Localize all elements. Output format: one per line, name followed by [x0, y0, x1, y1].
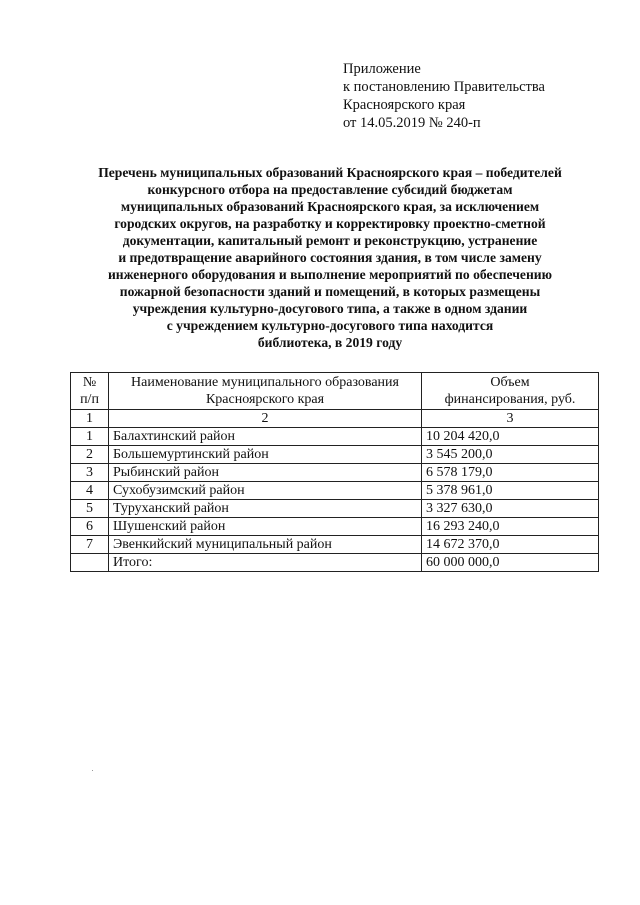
scan-speck [92, 770, 93, 771]
title-line: с учреждением культурно-досугового типа находится [166, 318, 494, 333]
row-num: 6 [71, 518, 109, 536]
header-num [71, 373, 109, 410]
row-name: Эвенкийский муниципальный район [109, 536, 422, 554]
column-number: 3 [422, 410, 599, 428]
header-name [109, 373, 422, 410]
header-name-line: Красноярского края [205, 392, 325, 407]
table-row [71, 536, 599, 554]
title-line: Перечень муниципальных образований Красноярского края – победителей [98, 165, 562, 180]
row-num: 5 [71, 500, 109, 518]
appendix-block [343, 60, 545, 132]
row-sum: 3 327 630,0 [422, 500, 599, 518]
title-line: учреждения культурно-досугового типа, а также в одном здании [132, 301, 528, 316]
document-title [60, 164, 600, 351]
title-line: библиотека, в 2019 году [257, 335, 403, 350]
row-sum: 5 378 961,0 [422, 482, 599, 500]
row-name: Большемуртинский район [109, 446, 422, 464]
title-line: городских округов, на разработку и корректировку проектно-сметной [114, 216, 546, 231]
title-line: и предотвращение аварийного состояния здания, в том числе замену [118, 250, 542, 265]
row-sum: 3 545 200,0 [422, 446, 599, 464]
column-number-row [71, 410, 599, 428]
row-num: 7 [71, 536, 109, 554]
title-line: инженерного оборудования и выполнение мероприятий по обеспечению [107, 267, 553, 282]
appendix-line: Красноярского края [343, 97, 466, 113]
row-num: 1 [71, 428, 109, 446]
header-sum-line: финансирования, руб. [444, 392, 576, 407]
column-number: 2 [109, 410, 422, 428]
header-sum-line: Объем [490, 375, 530, 390]
total-row [71, 554, 599, 572]
table-row [71, 446, 599, 464]
title-line: пожарной безопасности зданий и помещений, в которых размещены [119, 284, 541, 299]
row-name: Рыбинский район [109, 464, 422, 482]
header-name-line: Наименование муниципального образования [131, 375, 399, 390]
table-row [71, 518, 599, 536]
table-row [71, 500, 599, 518]
row-name: Туруханский район [109, 500, 422, 518]
row-name: Шушенский район [109, 518, 422, 536]
row-num: 2 [71, 446, 109, 464]
title-line: конкурсного отбора на предоставление субсидий бюджетам [147, 182, 513, 197]
row-num: 3 [71, 464, 109, 482]
total-sum: 60 000 000,0 [422, 554, 599, 572]
total-label: Итого: [109, 554, 422, 572]
title-line: муниципальных образований Красноярского края, за исключением [120, 199, 540, 214]
header-num-line: п/п [80, 392, 99, 407]
appendix-line: от 14.05.2019 № 240-п [343, 115, 481, 131]
appendix-line: к постановлению Правительства [343, 79, 545, 95]
row-sum: 10 204 420,0 [422, 428, 599, 446]
table-row [71, 464, 599, 482]
header-num-line: № [82, 375, 97, 390]
header-sum [422, 373, 599, 410]
municipalities-table [70, 372, 599, 572]
table-row [71, 482, 599, 500]
row-sum: 6 578 179,0 [422, 464, 599, 482]
table-header-row [71, 373, 599, 410]
row-num: 4 [71, 482, 109, 500]
row-sum: 16 293 240,0 [422, 518, 599, 536]
row-name: Балахтинский район [109, 428, 422, 446]
total-empty-cell [71, 554, 109, 572]
row-sum: 14 672 370,0 [422, 536, 599, 554]
table-row [71, 428, 599, 446]
title-line: документации, капитальный ремонт и реконструкцию, устранение [122, 233, 538, 248]
row-name: Сухобузимский район [109, 482, 422, 500]
column-number: 1 [71, 410, 109, 428]
appendix-line: Приложение [343, 61, 421, 77]
